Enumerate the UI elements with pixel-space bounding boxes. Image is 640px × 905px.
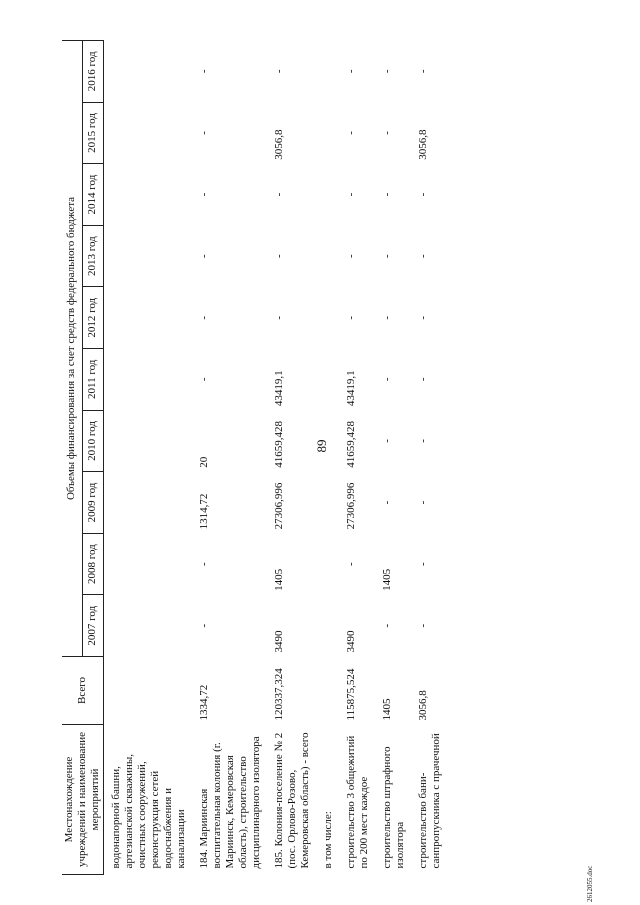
table-row [375, 40, 411, 874]
row-year-cell: 43419,1 [345, 370, 357, 407]
row-year-cell: 1405 [381, 568, 393, 591]
row-year-cell: 20 [198, 456, 210, 468]
row-name: водонапорной башни, артезианской скважины, очистных сооружений, реконструкция сетей водоснабжения и канализации [110, 753, 187, 869]
row-year-cell: - [417, 439, 429, 443]
row-year-cell: - [381, 439, 393, 443]
row-year-cell [104, 349, 193, 411]
row-year-cell: - [381, 500, 393, 505]
year-header: 2007 год [82, 595, 103, 657]
row-year-cell: - [345, 315, 357, 320]
row-total-cell: 120337,324 [273, 668, 285, 721]
row-year-cell [104, 472, 193, 534]
table-row [267, 40, 316, 874]
row-year-cell [104, 164, 193, 226]
year-header: 2013 год [82, 225, 103, 287]
row-year-cell: - [417, 623, 429, 628]
year-header: 2015 год [82, 102, 103, 164]
row-year-cell: - [417, 562, 429, 566]
row-year-cell [316, 164, 339, 226]
row-year-cell [316, 410, 339, 472]
financing-table [62, 40, 447, 875]
row-year-cell: - [417, 315, 429, 320]
row-year-cell: - [381, 623, 393, 628]
row-year-cell [104, 225, 193, 287]
row-year-cell: 1405 [273, 568, 285, 591]
financing-table-sheet [62, 15, 612, 875]
row-year-cell: - [417, 377, 429, 382]
row-year-cell: - [345, 131, 357, 135]
row-year-cell: - [381, 254, 393, 258]
row-year-cell: 3056,8 [417, 129, 429, 160]
table-row [192, 40, 267, 874]
row-year-cell: - [417, 500, 429, 505]
row-name: 185. Колония-поселение № 2 (пос. Орлово-Розово, Кемеровская область) - всего [273, 732, 311, 869]
row-year-cell: 43419,1 [273, 370, 285, 407]
federal-budget-group-header: Объемы финансирования за счет средств федерального бюджета [62, 40, 82, 656]
row-year-cell [316, 40, 339, 102]
row-year-cell: - [273, 254, 285, 258]
year-header: 2009 год [82, 472, 103, 534]
row-year-cell: - [345, 562, 357, 566]
row-year-cell: 41659,428 [273, 420, 285, 468]
row-total-cell: 115875,524 [345, 668, 357, 721]
table-row [316, 40, 339, 874]
row-total-cell [316, 657, 339, 725]
row-year-cell: - [198, 69, 210, 74]
year-header: 2008 год [82, 533, 103, 595]
row-year-cell: - [273, 69, 285, 74]
page-number: 89 [314, 439, 329, 453]
total-column-header: Всего [62, 657, 104, 725]
row-year-cell: - [198, 315, 210, 320]
row-total-cell [104, 657, 193, 725]
row-year-cell: - [417, 254, 429, 258]
row-year-cell [316, 225, 339, 287]
row-total-cell: 1405 [381, 698, 393, 721]
table-row [411, 40, 447, 874]
row-year-cell [316, 595, 339, 657]
row-year-cell [104, 533, 193, 595]
row-year-cell: - [381, 69, 393, 74]
row-year-cell [104, 287, 193, 349]
row-year-cell [316, 287, 339, 349]
row-year-cell: 3490 [273, 630, 285, 653]
location-column-header: Местонахождение учреждений и наименование мероприятий [62, 725, 104, 875]
row-year-cell: - [381, 131, 393, 135]
row-name: строительство 3 общежитий по 200 мест каждое [345, 735, 370, 869]
row-year-cell: - [345, 192, 357, 197]
row-year-cell: 27306,996 [273, 482, 285, 530]
row-year-cell: - [198, 377, 210, 382]
row-year-cell [316, 102, 339, 164]
table-row [104, 40, 193, 874]
row-total-cell: 1334,72 [198, 684, 210, 721]
row-name: в том числе: [322, 811, 334, 869]
row-year-cell: - [273, 192, 285, 197]
row-year-cell: 3056,8 [273, 129, 285, 160]
row-year-cell: - [198, 623, 210, 628]
row-year-cell: - [198, 131, 210, 135]
row-year-cell: - [381, 377, 393, 382]
row-year-cell [316, 349, 339, 411]
row-year-cell [104, 595, 193, 657]
row-year-cell [104, 102, 193, 164]
row-year-cell: 3490 [345, 630, 357, 653]
year-header: 2016 год [82, 40, 103, 102]
row-total-cell: 3056,8 [417, 690, 429, 721]
document-footer: 2612055.doc [586, 865, 594, 902]
row-name: строительство штрафного изолятора [381, 746, 406, 869]
year-header: 2012 год [82, 287, 103, 349]
row-year-cell: - [381, 315, 393, 320]
row-year-cell [104, 40, 193, 102]
row-name: 184. Мариинская воспитательная колония (г. Мариинск, Кемеровская область), строительство дисциплинарного изолятора [198, 736, 262, 869]
row-year-cell: 41659,428 [345, 420, 357, 468]
year-header: 2010 год [82, 410, 103, 472]
row-year-cell: - [417, 69, 429, 74]
row-year-cell: - [198, 562, 210, 566]
row-year-cell: - [381, 192, 393, 197]
row-year-cell: - [345, 69, 357, 74]
row-year-cell: - [345, 254, 357, 258]
row-year-cell: 1314,72 [198, 493, 210, 530]
row-year-cell: - [273, 315, 285, 320]
table-row [339, 40, 375, 874]
row-year-cell [316, 533, 339, 595]
row-name: строительство бани-санпропускника с прачечной [417, 733, 442, 869]
row-year-cell: - [417, 192, 429, 197]
row-year-cell: 27306,996 [345, 482, 357, 530]
row-year-cell [104, 410, 193, 472]
row-year-cell: - [198, 254, 210, 258]
year-header: 2014 год [82, 164, 103, 226]
row-year-cell: - [198, 192, 210, 197]
row-year-cell [316, 472, 339, 534]
year-header: 2011 год [82, 349, 103, 411]
